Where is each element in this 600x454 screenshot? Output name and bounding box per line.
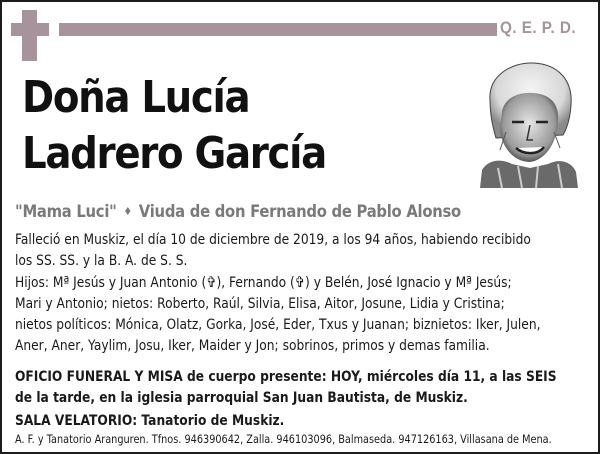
family-line-4: Aner, Aner, Yaylim, Josu, Iker, Maider y Jon; sobrinos, primos y demas familia.	[15, 338, 490, 354]
funeral-line-2: de la tarde, en la iglesia parroquial San Juan Bautista, de Muskiz.	[15, 390, 468, 406]
death-line-1: Falleció en Muskiz, el día 10 de diciembre de 2019, a los 94 años, habiendo recibido	[15, 232, 531, 248]
wake-location: SALA VELATORIO: Tanatorio de Muskiz.	[15, 413, 285, 429]
family-line-3: nietos políticos: Mónica, Olatz, Gorka, José, Eder, Txus y Juanan; biznietos: Iker, Julen,	[15, 317, 541, 333]
family-line-2: Mari y Antonio; nietos: Roberto, Raúl, Silvia, Elisa, Aitor, Josune, Lidia y Cristina;	[15, 296, 505, 312]
nickname: "Mama Luci"	[15, 202, 117, 222]
qepd-label: Q. E. P. D.	[500, 18, 577, 37]
portrait-photo	[478, 60, 578, 188]
widow-of: Viuda de don Fernando de Pablo Alonso	[138, 202, 461, 222]
death-notice	[15, 230, 531, 272]
death-line-2: los SS. SS. y la B. A. de S. S.	[15, 253, 188, 269]
header-bar	[59, 23, 497, 36]
family-list	[15, 273, 541, 357]
funeral-home-contacts: A. F. y Tanatorio Aranguren. Tfnos. 946390642, Zalla. 946103096, Balmaseda. 947126163, Villasana de Mena.	[15, 432, 552, 446]
subtitle	[15, 202, 461, 222]
deceased-name-line2: Ladrero García	[22, 128, 326, 179]
family-line-1: Hijos: Mª Jesús y Juan Antonio (✞), Fernando (✞) y Belén, José Ignacio y Mª Jesús;	[15, 275, 512, 291]
deceased-name-line1: Doña Lucía	[22, 72, 250, 123]
diamond-separator-icon: ♦	[123, 205, 132, 218]
funeral-info	[15, 367, 557, 409]
cross-icon-horizontal	[11, 23, 49, 36]
funeral-line-1: OFICIO FUNERAL Y MISA de cuerpo presente: HOY, miércoles día 11, a las SEIS	[15, 369, 557, 385]
